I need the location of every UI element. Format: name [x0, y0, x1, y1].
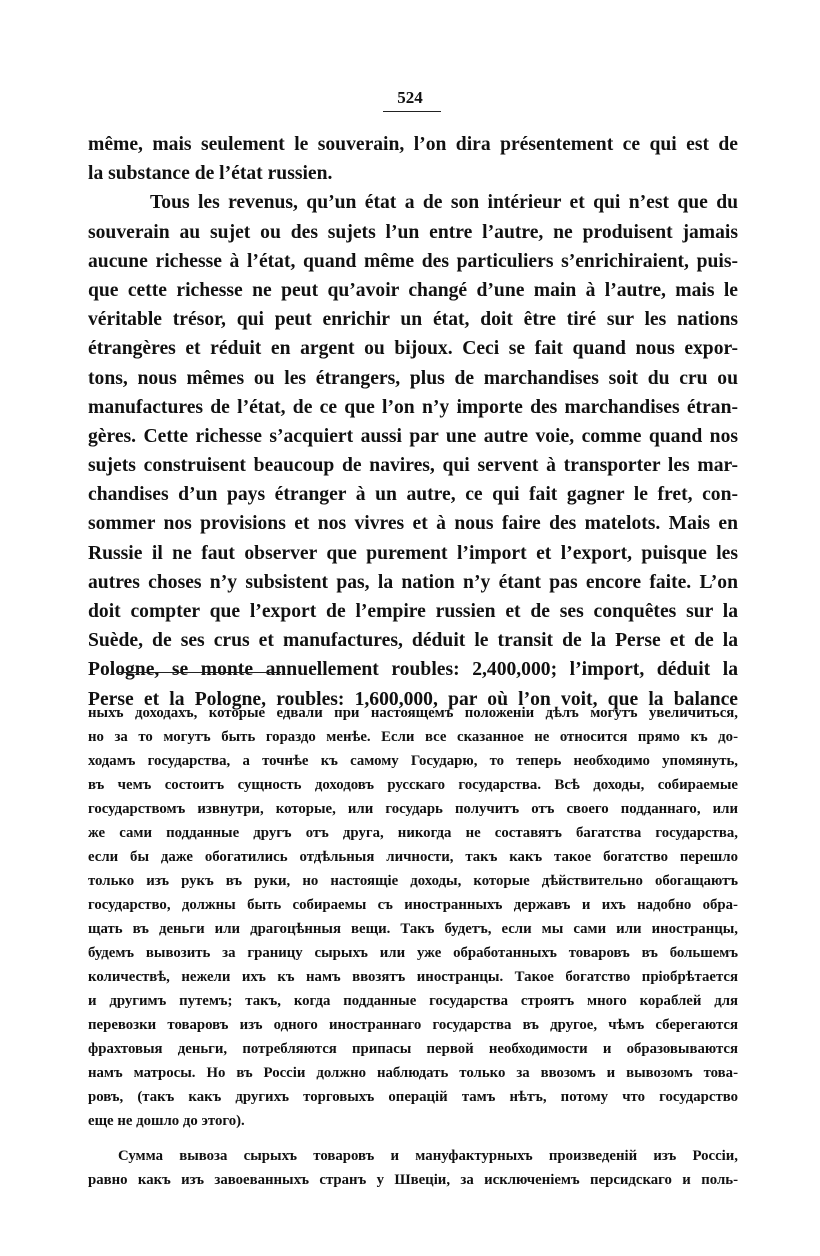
footnote-line: же сами подданные другъ отъ друга, никогда не составятъ багатства государства,: [88, 825, 738, 841]
main-text-line: Russie il ne faut observer que purement l’import et l’export, puisque les: [88, 542, 738, 564]
main-text-line: chandises d’un pays étranger à un autre, ce qui fait gagner le fret, con-: [88, 484, 738, 506]
page-number: 524: [397, 88, 423, 107]
footnote-line: государство, должны быть собираемы съ иностранныхъ державъ и ихъ надобно обра-: [88, 897, 738, 913]
footnote: [88, 701, 738, 1192]
main-text-line: autres choses n’y subsistent pas, la nation n’y étant pas encore faite. L’on: [88, 571, 738, 593]
footnote-line: ровъ, (такъ какъ другихъ торговыхъ операцій тамъ нѣтъ, потому что государство: [88, 1089, 738, 1105]
footnote-line: ходамъ государства, а точнѣе къ самому Государю, то теперь необходимо упомянуть,: [88, 753, 738, 769]
footnote-line: но за то могутъ быть гораздо менѣе. Если все сказанное не относится прямо къ до-: [88, 729, 738, 745]
main-text-line: même, mais seulement le souverain, l’on dira présentement ce qui est de: [88, 134, 738, 155]
main-text-line: tons, nous mêmes ou les étrangers, plus de marchandises soit du cru ou: [88, 367, 738, 389]
footnote-line: перевозки товаровъ изъ одного иностраннаго государства въ другое, чѣмъ сберегаются: [88, 1017, 738, 1033]
footnote-line: еще не дошло до этого).: [88, 1113, 245, 1129]
footnote-line: фрахтовыя деньги, потребляются припасы первой необходимости и образовываются: [88, 1041, 738, 1057]
main-text-line: Pologne, se monte annuellement roubles: 2,400,000; l’import, déduit la: [88, 659, 738, 681]
footnote-line: намъ матросы. Но въ Россіи должно наблюдать только за ввозомъ и вывозомъ това-: [88, 1065, 738, 1081]
main-text-line: gères. Cette richesse s’acquiert aussi par une autre voie, comme quand nos: [88, 425, 738, 447]
main-text-line: véritable trésor, qui peut enrichir un état, doit être tiré sur les nations: [88, 309, 738, 331]
footnote-paragraph: [88, 701, 738, 1133]
footnote-line: только изъ рукъ въ руки, но настоящіе доходы, которые дѣйствительно обогащаютъ: [88, 873, 738, 889]
footnote-line: будемъ вывозить за границу сырыхъ или уже обработанныхъ товаровъ въ большемъ: [88, 945, 738, 961]
main-text-line: sujets construisent beaucoup de navires, qui servent à transporter les mar-: [88, 455, 738, 477]
footnote-line: если бы даже обогатились отдѣльныя личности, такъ какъ такое богатство перешло: [88, 849, 738, 865]
main-text: [88, 130, 738, 714]
footnote-line: количествѣ, нежели ихъ къ намъ ввозятъ иностранцы. Такое богатство пріобрѣтается: [88, 969, 738, 985]
footnote-separator: [118, 672, 281, 673]
main-text-line: sommer nos provisions et nos vivres et à nous faire des matelots. Mais en: [88, 513, 738, 535]
footnote-paragraph: [88, 1144, 738, 1192]
main-text-line: aucune richesse à l’état, quand même des particuliers s’enrichiraient, puis-: [88, 250, 738, 272]
footnote-line: въ чемъ состоитъ сущность доходовъ русскаго государства. Всѣ доходы, собираемые: [88, 777, 738, 793]
footnote-line: и другимъ путемъ; такъ, когда подданные государства строятъ много кораблей для: [88, 993, 738, 1009]
footnote-line: щать въ деньги или драгоцѣнныя вещи. Такъ будетъ, если мы сами или иностранцы,: [88, 921, 738, 937]
footnote-line: Сумма вывоза сырыхъ товаровъ и мануфактурныхъ произведеній изъ Россіи,: [118, 1148, 738, 1164]
footnote-line: равно какъ изъ завоеванныхъ странъ у Швеціи, за исключеніемъ персидскаго и поль-: [88, 1172, 738, 1188]
main-text-line: Perse et la Pologne, roubles: 1,600,000, par où l’on voit, que la balance: [88, 688, 738, 710]
page-number-underline: [383, 111, 441, 112]
main-text-line: souverain au sujet ou des sujets l’un entre l’autre, ne produisent jamais: [88, 221, 738, 243]
main-text-line: la substance de l’état russien.: [88, 163, 333, 185]
main-text-line: doit compter que l’export de l’empire russien et de ses conquêtes sur la: [88, 601, 738, 622]
footnote-line: ныхъ доходахъ, которые едвали при настоящемъ положеніи дѣлъ могутъ увеличиться,: [88, 705, 738, 721]
footnote-line: государствомъ извнутри, которые, или государь получитъ отъ своего подданнаго, или: [88, 801, 738, 817]
main-text-line: étrangères et réduit en argent ou bijoux. Ceci se fait quand nous expor-: [88, 338, 738, 360]
main-text-line: Tous les revenus, qu’un état a de son intérieur et qui n’est que du: [150, 192, 738, 214]
main-text-line: Suède, de ses crus et manufactures, déduit le transit de la Perse et de la: [88, 630, 738, 652]
main-text-line: que cette richesse ne peut qu’avoir changé d’une main à l’autre, mais le: [88, 279, 738, 301]
main-text-line: manufactures de l’état, de ce que l’on n’y importe des marchandises étran-: [88, 396, 738, 418]
